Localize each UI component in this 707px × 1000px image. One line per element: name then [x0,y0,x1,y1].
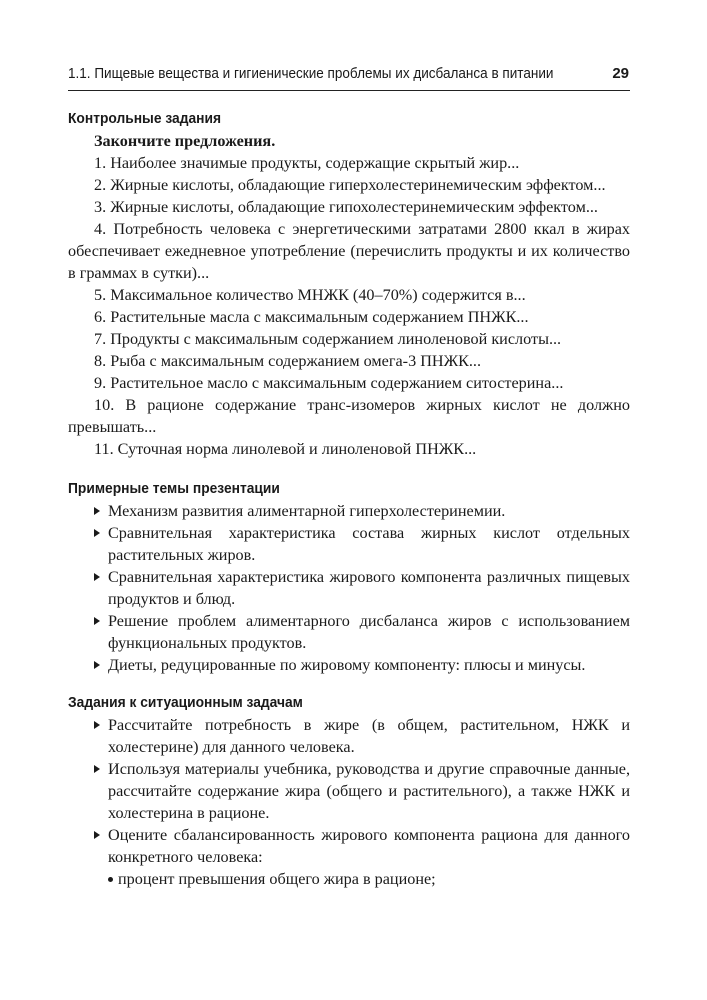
triangle-bullet-icon [94,507,100,515]
list-item [68,500,630,522]
list-item [68,522,630,566]
list-item-text: Сравнительная характеристика состава жирных кислот отдельных растительных жиров. [108,524,630,564]
section-spacer [68,676,630,692]
control-tasks-subheading: Закончите предложения. [94,132,276,150]
page-body [68,108,630,890]
list-item-text: Диеты, редуцированные по жировому компоненту: плюсы и минусы. [108,656,586,674]
running-title: 1.1. Пищевые вещества и гигиенические проблемы их дисбаланса в питании [68,66,554,82]
situational-subitems-list [68,868,630,890]
triangle-bullet-icon [94,721,100,729]
presentation-topics-list [68,500,630,676]
control-task-item: 1. Наиболее значимые продукты, содержащие скрытый жир... [94,154,520,172]
triangle-bullet-icon [94,765,100,773]
control-task-item: 2. Жирные кислоты, обладающие гиперхолестеринемическим эффектом... [94,176,606,194]
list-item [68,758,630,824]
triangle-bullet-icon [94,573,100,581]
situational-tasks-list [68,714,630,868]
list-item-text: Используя материалы учебника, руководства и другие справочные данные, рассчитайте содержание жира (общего и растительного), а также НЖК и холестерина в рационе. [108,760,630,822]
list-item-text: Механизм развития алиментарной гиперхолестеринемии. [108,502,506,520]
control-task-item: 8. Рыба с максимальным содержанием омега-3 ПНЖК... [94,352,482,370]
control-tasks-heading: Контрольные задания [68,110,222,127]
control-task-item: 6. Растительные масла с максимальным содержанием ПНЖК... [94,308,529,326]
sub-list-item [68,868,630,890]
control-task-item: 5. Максимальное количество МНЖК (40–70%) содержится в... [94,286,526,304]
triangle-bullet-icon [94,529,100,537]
situational-tasks-heading: Задания к ситуационным задачам [68,694,303,711]
control-task-item: 11. Суточная норма линолевой и линоленовой ПНЖК... [94,440,477,458]
triangle-bullet-icon [94,661,100,669]
sub-list-item-text: процент превышения общего жира в рационе; [118,870,436,888]
triangle-bullet-icon [94,831,100,839]
section-spacer [68,460,630,478]
control-task-item: 7. Продукты с максимальным содержанием линоленовой кислоты... [94,330,562,348]
page-number: 29 [612,65,629,82]
list-item [68,610,630,654]
list-item-text: Решение проблем алиментарного дисбаланса жиров с использованием функциональных продуктов. [108,612,630,652]
control-task-item: 10. В рационе содержание транс-изомеров жирных кислот не должно превышать... [68,396,630,436]
list-item [68,714,630,758]
list-item-text: Рассчитайте потребность в жире (в общем, растительном, НЖК и холестерине) для данного человека. [108,716,630,756]
triangle-bullet-icon [94,617,100,625]
dot-bullet-icon [108,877,113,882]
control-task-item: 3. Жирные кислоты, обладающие гипохолестеринемическим эффектом... [94,198,598,216]
list-item [68,566,630,610]
header-rule [68,90,630,91]
control-task-item: 9. Растительное масло с максимальным содержанием ситостерина... [94,374,564,392]
list-item [68,654,630,676]
list-item-text: Оцените сбалансированность жирового компонента рациона для данного конкретного человека: [108,826,630,866]
list-item [68,824,630,868]
control-task-item: 4. Потребность человека с энергетическими затратами 2800 ккал в жирах обеспечивает ежедневное употребление (перечислить продукты и их количество в граммах в сутки)... [68,220,630,282]
list-item-text: Сравнительная характеристика жирового компонента различных пищевых продуктов и блюд. [108,568,630,608]
presentation-topics-heading: Примерные темы презентации [68,480,280,497]
